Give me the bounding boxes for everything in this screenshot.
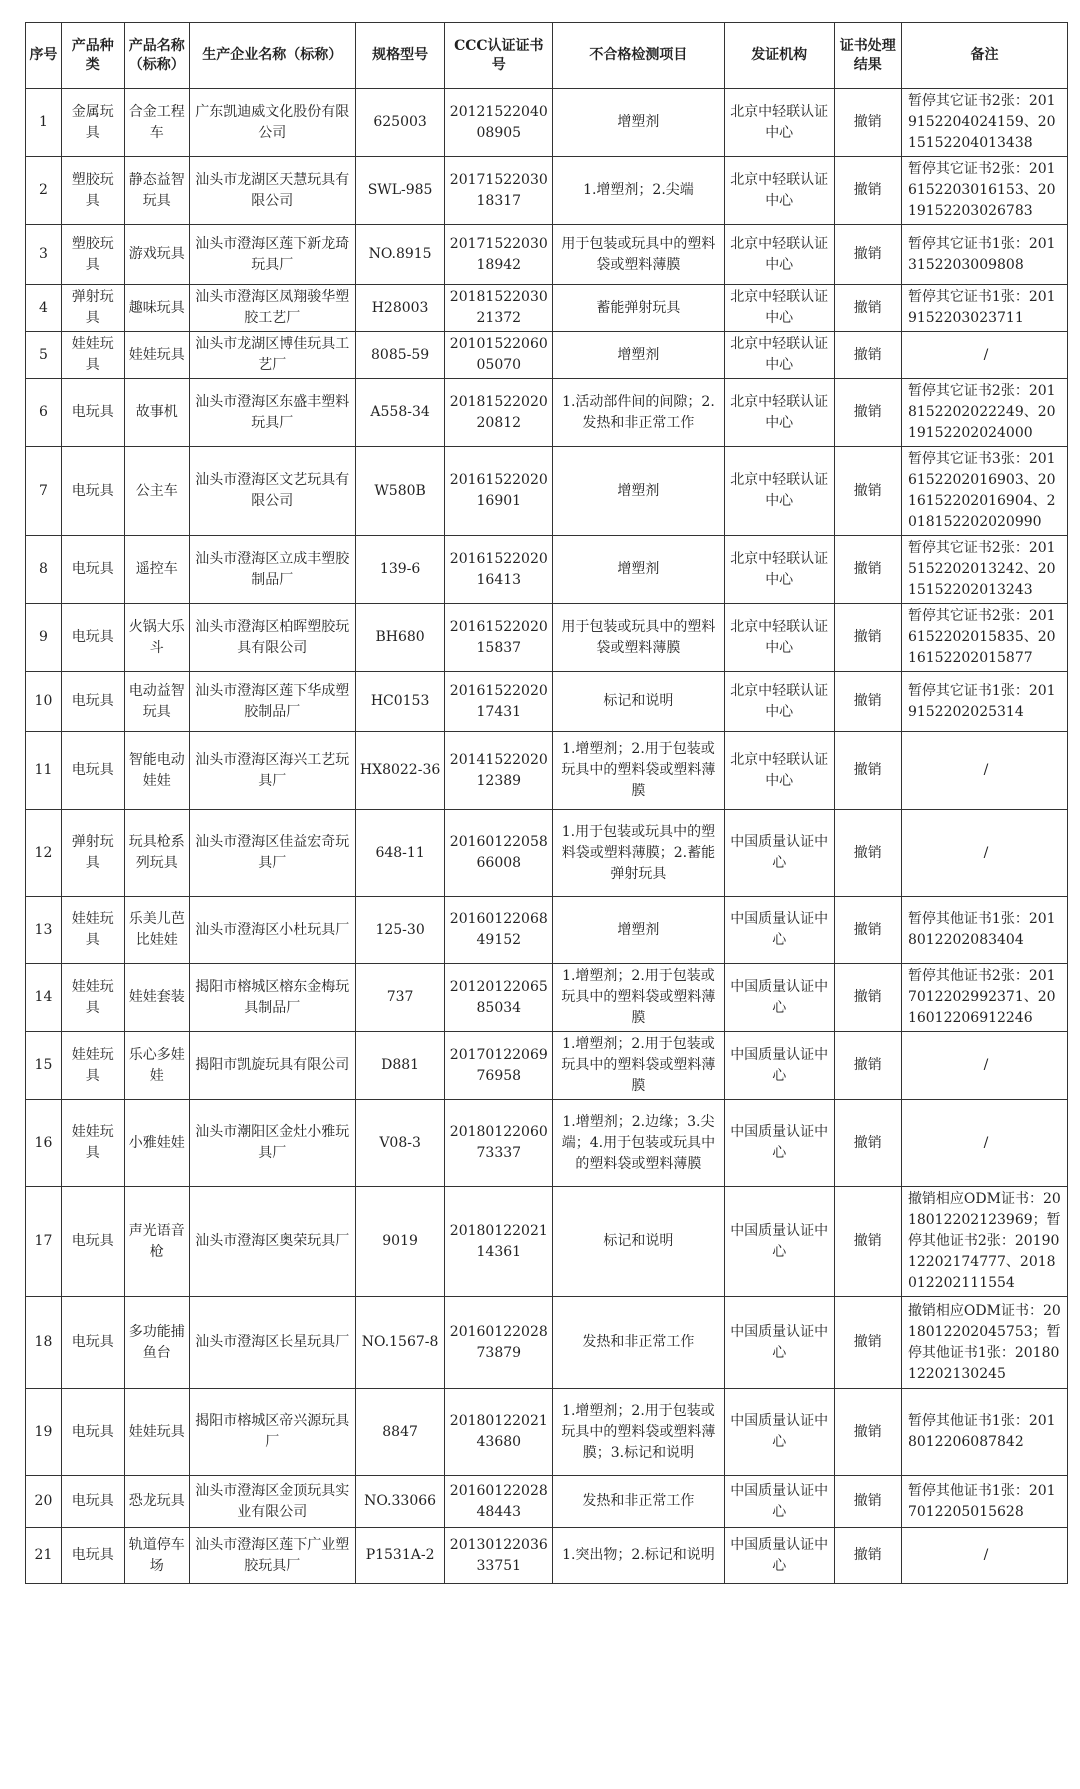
cell-items: 发热和非正常工作 [553,1297,725,1389]
cell-no: 6 [26,379,62,447]
table-row [26,1389,1068,1476]
cell-no: 10 [26,672,62,732]
cell-items: 1.增塑剂；2.用于包装或玩具中的塑料袋或塑料薄膜；3.标记和说明 [553,1389,725,1476]
cell-result: 撤销 [834,225,901,285]
cell-issuer: 中国质量认证中心 [724,1389,834,1476]
cell-items: 增塑剂 [553,897,725,964]
cell-result: 撤销 [834,536,901,604]
cell-no: 18 [26,1297,62,1389]
cell-product: 玩具枪系列玩具 [124,810,189,897]
table-row [26,810,1068,897]
cell-result: 撤销 [834,1032,901,1100]
cell-no: 4 [26,285,62,332]
cell-category: 电玩具 [61,536,124,604]
cell-note: / [901,1100,1067,1187]
table-row [26,447,1068,536]
cell-result: 撤销 [834,89,901,157]
cell-cert: 2013012203633751 [445,1528,553,1584]
cell-model: 737 [355,964,445,1032]
cell-model: SWL-985 [355,157,445,225]
cell-note: 暂停其它证书1张：2013152203009808 [901,225,1067,285]
cell-company: 汕头市澄海区莲下新龙琦玩具厂 [189,225,355,285]
cell-items: 标记和说明 [553,1187,725,1297]
cell-category: 电玩具 [61,672,124,732]
cell-cert: 2012012206585034 [445,964,553,1032]
cell-no: 12 [26,810,62,897]
cell-issuer: 北京中轻联认证中心 [724,447,834,536]
header-cert: CCC认证证书号 [445,23,553,89]
cell-product: 乐美儿芭比娃娃 [124,897,189,964]
cell-no: 16 [26,1100,62,1187]
cell-product: 乐心多娃娃 [124,1032,189,1100]
cell-items: 1.活动部件间的间隙；2.发热和非正常工作 [553,379,725,447]
cell-items: 标记和说明 [553,672,725,732]
table-row [26,1297,1068,1389]
cell-cert: 2018152203021372 [445,285,553,332]
cell-note: 暂停其它证书2张：2016152203016153、2019152203026783 [901,157,1067,225]
cell-cert: 2017152203018942 [445,225,553,285]
cell-model: 8085-59 [355,332,445,379]
cell-items: 增塑剂 [553,89,725,157]
cell-category: 电玩具 [61,604,124,672]
cell-note: 撤销相应ODM证书：2018012202045753；暂停其他证书1张：2018012202130245 [901,1297,1067,1389]
cell-items: 发热和非正常工作 [553,1476,725,1528]
cell-product: 电动益智玩具 [124,672,189,732]
cell-cert: 2016152202016901 [445,447,553,536]
cell-cert: 2018012202114361 [445,1187,553,1297]
cell-result: 撤销 [834,1100,901,1187]
cell-issuer: 中国质量认证中心 [724,1032,834,1100]
cell-result: 撤销 [834,964,901,1032]
cell-issuer: 中国质量认证中心 [724,1297,834,1389]
cell-no: 20 [26,1476,62,1528]
cell-note: 暂停其它证书1张：2019152203023711 [901,285,1067,332]
cell-note: / [901,732,1067,810]
cell-result: 撤销 [834,897,901,964]
cell-issuer: 北京中轻联认证中心 [724,225,834,285]
cell-category: 塑胶玩具 [61,225,124,285]
cell-items: 1.增塑剂；2.边缘；3.尖端；4.用于包装或玩具中的塑料袋或塑料薄膜 [553,1100,725,1187]
cell-product: 公主车 [124,447,189,536]
cell-no: 1 [26,89,62,157]
cell-issuer: 中国质量认证中心 [724,897,834,964]
cell-issuer: 北京中轻联认证中心 [724,285,834,332]
header-company: 生产企业名称（标称） [189,23,355,89]
cell-issuer: 北京中轻联认证中心 [724,89,834,157]
cell-items: 增塑剂 [553,447,725,536]
cell-category: 电玩具 [61,1187,124,1297]
cell-company: 汕头市澄海区奥荣玩具厂 [189,1187,355,1297]
cell-product: 合金工程车 [124,89,189,157]
cell-category: 娃娃玩具 [61,897,124,964]
cell-category: 电玩具 [61,1389,124,1476]
cell-issuer: 北京中轻联认证中心 [724,157,834,225]
cell-no: 5 [26,332,62,379]
cell-company: 汕头市澄海区海兴工艺玩具厂 [189,732,355,810]
cell-category: 塑胶玩具 [61,157,124,225]
table-body [26,89,1068,1584]
cell-company: 揭阳市凯旋玩具有限公司 [189,1032,355,1100]
cell-items: 用于包装或玩具中的塑料袋或塑料薄膜 [553,604,725,672]
cell-cert: 2016152202016413 [445,536,553,604]
cell-result: 撤销 [834,604,901,672]
cell-category: 弹射玩具 [61,810,124,897]
table-row [26,672,1068,732]
cell-company: 汕头市澄海区莲下华成塑胶制品厂 [189,672,355,732]
cell-category: 电玩具 [61,447,124,536]
cell-category: 电玩具 [61,379,124,447]
cell-cert: 2016152202017431 [445,672,553,732]
cell-model: 648-11 [355,810,445,897]
cell-issuer: 中国质量认证中心 [724,1476,834,1528]
cell-cert: 2012152204008905 [445,89,553,157]
cell-no: 9 [26,604,62,672]
cell-issuer: 中国质量认证中心 [724,810,834,897]
cell-company: 汕头市澄海区文艺玩具有限公司 [189,447,355,536]
cell-result: 撤销 [834,732,901,810]
cell-company: 汕头市澄海区立成丰塑胶制品厂 [189,536,355,604]
table-row [26,897,1068,964]
cell-company: 汕头市澄海区佳益宏奇玩具厂 [189,810,355,897]
cell-note: 暂停其它证书1张：2019152202025314 [901,672,1067,732]
cell-company: 广东凯迪威文化股份有限公司 [189,89,355,157]
cell-product: 趣味玩具 [124,285,189,332]
table-row [26,1187,1068,1297]
cell-product: 娃娃玩具 [124,332,189,379]
cell-category: 电玩具 [61,1297,124,1389]
cell-company: 汕头市澄海区东盛丰塑料玩具厂 [189,379,355,447]
cell-category: 电玩具 [61,1528,124,1584]
table-row [26,332,1068,379]
recall-table [25,22,1068,1584]
cell-product: 故事机 [124,379,189,447]
cell-no: 8 [26,536,62,604]
cell-no: 15 [26,1032,62,1100]
cell-category: 娃娃玩具 [61,332,124,379]
cell-note: 暂停其他证书1张：2018012206087842 [901,1389,1067,1476]
cell-model: 9019 [355,1187,445,1297]
cell-category: 娃娃玩具 [61,1100,124,1187]
table-row [26,157,1068,225]
cell-result: 撤销 [834,1389,901,1476]
header-model: 规格型号 [355,23,445,89]
cell-result: 撤销 [834,157,901,225]
header-no: 序号 [26,23,62,89]
cell-model: P1531A-2 [355,1528,445,1584]
cell-items: 1.增塑剂；2.尖端 [553,157,725,225]
cell-items: 1.突出物；2.标记和说明 [553,1528,725,1584]
cell-model: 125-30 [355,897,445,964]
cell-issuer: 中国质量认证中心 [724,1187,834,1297]
header-category: 产品种类 [61,23,124,89]
cell-company: 汕头市澄海区长星玩具厂 [189,1297,355,1389]
cell-category: 金属玩具 [61,89,124,157]
cell-company: 汕头市龙湖区博佳玩具工艺厂 [189,332,355,379]
cell-company: 汕头市龙湖区天慧玩具有限公司 [189,157,355,225]
cell-cert: 2018152202020812 [445,379,553,447]
cell-cert: 2018012202143680 [445,1389,553,1476]
cell-model: D881 [355,1032,445,1100]
cell-product: 静态益智玩具 [124,157,189,225]
cell-product: 声光语音枪 [124,1187,189,1297]
cell-cert: 2018012206073337 [445,1100,553,1187]
cell-note: / [901,332,1067,379]
table-row [26,1032,1068,1100]
cell-note: 暂停其它证书2张：2019152204024159、2015152204013438 [901,89,1067,157]
cell-model: NO.8915 [355,225,445,285]
cell-issuer: 北京中轻联认证中心 [724,536,834,604]
cell-cert: 2016012202848443 [445,1476,553,1528]
cell-product: 遥控车 [124,536,189,604]
cell-model: NO.33066 [355,1476,445,1528]
cell-issuer: 北京中轻联认证中心 [724,672,834,732]
cell-cert: 2016152202015837 [445,604,553,672]
cell-company: 汕头市澄海区小杜玩具厂 [189,897,355,964]
cell-company: 揭阳市榕城区帝兴源玩具厂 [189,1389,355,1476]
cell-result: 撤销 [834,332,901,379]
cell-model: HX8022-36 [355,732,445,810]
cell-product: 多功能捕鱼台 [124,1297,189,1389]
table-row [26,604,1068,672]
cell-category: 娃娃玩具 [61,964,124,1032]
table-row [26,732,1068,810]
cell-product: 火锅大乐斗 [124,604,189,672]
cell-company: 汕头市澄海区金顶玩具实业有限公司 [189,1476,355,1528]
cell-issuer: 北京中轻联认证中心 [724,732,834,810]
cell-result: 撤销 [834,1476,901,1528]
cell-cert: 2017152203018317 [445,157,553,225]
cell-model: V08-3 [355,1100,445,1187]
table-row [26,536,1068,604]
cell-note: / [901,1528,1067,1584]
cell-result: 撤销 [834,672,901,732]
header-items: 不合格检测项目 [553,23,725,89]
table-row [26,1476,1068,1528]
cell-product: 娃娃套装 [124,964,189,1032]
cell-note: 暂停其他证书2张：2017012202992371、2016012206912246 [901,964,1067,1032]
cell-category: 电玩具 [61,732,124,810]
cell-note: 撤销相应ODM证书：2018012202123969；暂停其他证书2张：2019012202174777、2018012202111554 [901,1187,1067,1297]
header-issuer: 发证机构 [724,23,834,89]
cell-product: 游戏玩具 [124,225,189,285]
cell-items: 1.用于包装或玩具中的塑料袋或塑料薄膜；2.蓄能弹射玩具 [553,810,725,897]
cell-issuer: 中国质量认证中心 [724,964,834,1032]
cell-cert: 2010152206005070 [445,332,553,379]
cell-result: 撤销 [834,447,901,536]
cell-no: 11 [26,732,62,810]
cell-cert: 2017012206976958 [445,1032,553,1100]
cell-no: 13 [26,897,62,964]
table-row [26,285,1068,332]
cell-note: 暂停其它证书3张：2016152202016903、2016152202016904、2018152202020990 [901,447,1067,536]
cell-no: 2 [26,157,62,225]
cell-cert: 2016012205866008 [445,810,553,897]
cell-category: 弹射玩具 [61,285,124,332]
cell-no: 7 [26,447,62,536]
cell-no: 17 [26,1187,62,1297]
cell-result: 撤销 [834,810,901,897]
cell-issuer: 中国质量认证中心 [724,1100,834,1187]
cell-issuer: 中国质量认证中心 [724,1528,834,1584]
table-row [26,89,1068,157]
cell-result: 撤销 [834,379,901,447]
cell-items: 蓄能弹射玩具 [553,285,725,332]
cell-company: 汕头市澄海区莲下广业塑胶玩具厂 [189,1528,355,1584]
cell-items: 1.增塑剂；2.用于包装或玩具中的塑料袋或塑料薄膜 [553,1032,725,1100]
cell-model: NO.1567-8 [355,1297,445,1389]
cell-items: 用于包装或玩具中的塑料袋或塑料薄膜 [553,225,725,285]
cell-company: 汕头市潮阳区金灶小雅玩具厂 [189,1100,355,1187]
header-product: 产品名称（标称） [124,23,189,89]
cell-model: W580B [355,447,445,536]
cell-items: 增塑剂 [553,536,725,604]
cell-cert: 2014152202012389 [445,732,553,810]
cell-no: 14 [26,964,62,1032]
cell-items: 1.增塑剂；2.用于包装或玩具中的塑料袋或塑料薄膜 [553,732,725,810]
cell-company: 揭阳市榕城区榕东金梅玩具制品厂 [189,964,355,1032]
cell-note: 暂停其它证书2张：2016152202015835、2016152202015877 [901,604,1067,672]
cell-note: / [901,810,1067,897]
cell-issuer: 北京中轻联认证中心 [724,604,834,672]
cell-result: 撤销 [834,1297,901,1389]
table-row [26,964,1068,1032]
cell-cert: 2016012202873879 [445,1297,553,1389]
header-note: 备注 [901,23,1067,89]
cell-note: 暂停其他证书1张：2018012202083404 [901,897,1067,964]
cell-company: 汕头市澄海区凤翔骏华塑胶工艺厂 [189,285,355,332]
cell-note: / [901,1032,1067,1100]
cell-issuer: 北京中轻联认证中心 [724,332,834,379]
cell-model: HC0153 [355,672,445,732]
cell-model: 139-6 [355,536,445,604]
cell-items: 1.增塑剂；2.用于包装或玩具中的塑料袋或塑料薄膜 [553,964,725,1032]
cell-no: 21 [26,1528,62,1584]
table-row [26,225,1068,285]
cell-product: 智能电动娃娃 [124,732,189,810]
cell-company: 汕头市澄海区柏晖塑胶玩具有限公司 [189,604,355,672]
cell-model: 8847 [355,1389,445,1476]
header-row [26,23,1068,89]
table-row [26,379,1068,447]
cell-model: H28003 [355,285,445,332]
cell-note: 暂停其它证书2张：2015152202013242、2015152202013243 [901,536,1067,604]
cell-issuer: 北京中轻联认证中心 [724,379,834,447]
table-row [26,1528,1068,1584]
cell-note: 暂停其它证书2张：2018152202022249、2019152202024000 [901,379,1067,447]
table-row [26,1100,1068,1187]
cell-result: 撤销 [834,1187,901,1297]
cell-result: 撤销 [834,1528,901,1584]
cell-model: BH680 [355,604,445,672]
cell-product: 娃娃玩具 [124,1389,189,1476]
cell-note: 暂停其他证书1张：2017012205015628 [901,1476,1067,1528]
cell-no: 3 [26,225,62,285]
cell-result: 撤销 [834,285,901,332]
cell-cert: 2016012206849152 [445,897,553,964]
cell-product: 小雅娃娃 [124,1100,189,1187]
cell-items: 增塑剂 [553,332,725,379]
cell-model: A558-34 [355,379,445,447]
cell-no: 19 [26,1389,62,1476]
header-result: 证书处理结果 [834,23,901,89]
cell-category: 娃娃玩具 [61,1032,124,1100]
cell-category: 电玩具 [61,1476,124,1528]
cell-product: 恐龙玩具 [124,1476,189,1528]
cell-model: 625003 [355,89,445,157]
cell-product: 轨道停车场 [124,1528,189,1584]
